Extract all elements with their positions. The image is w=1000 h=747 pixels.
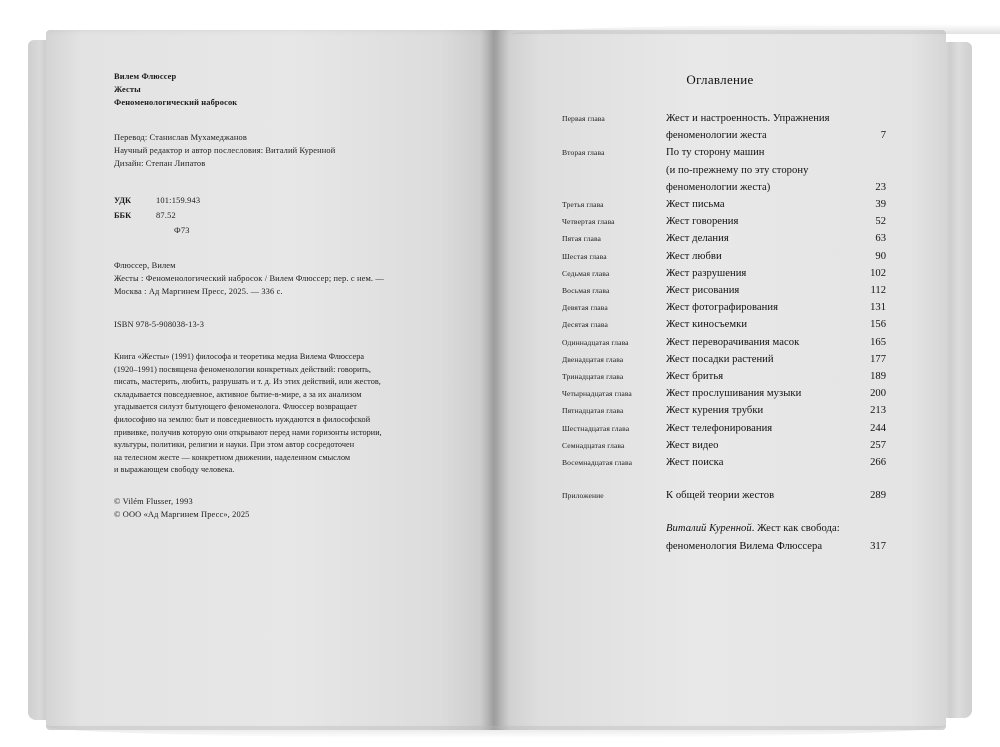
annotation-line-4: складывается повседневное, активное бытие-в-мире, а за их анализом (114, 389, 362, 399)
page-curl-top (512, 24, 1000, 34)
toc-chapter-label: Десятая глава (562, 320, 608, 330)
credit-designer: Дизайн: Степан Липатов (114, 159, 206, 168)
toc-page-number: 90 (875, 250, 886, 262)
table-of-contents (562, 110, 886, 555)
toc-entry (562, 316, 886, 333)
toc-entry (562, 299, 886, 316)
colophon (114, 70, 414, 535)
left-page (46, 30, 494, 730)
book-gutter-shadow (480, 30, 510, 730)
toc-afterword-author: Виталий Куренной (666, 523, 752, 535)
toc-chapter-title (666, 144, 848, 196)
annotation-line-3: писать, мастерить, любить, разрушать и т. д. Из этих действий, или жестов, (114, 377, 381, 387)
toc-chapter-title: Жест поиска (666, 457, 724, 469)
toc-page-number: 257 (870, 439, 886, 451)
annotation-line-1: Книга «Жесты» (1991) философа и теоретика медиа Вилема Флюссера (114, 352, 365, 361)
credit-editor: Научный редактор и автор послесловия: Виталий Куренной (114, 146, 336, 155)
book-author: Вилем Флюссер (114, 72, 177, 81)
toc-entry (562, 334, 886, 351)
toc-appendix-title: К общей теории жестов (666, 490, 775, 502)
toc-entry (562, 110, 886, 144)
toc-chapter-title: Жест телефонирования (666, 422, 773, 434)
toc-page-number: 39 (875, 199, 886, 211)
toc-title-line-1: По ту сторону машин (666, 147, 765, 159)
toc-heading: Оглавление (686, 72, 754, 87)
toc-chapter-label: Двенадцатая глава (562, 354, 624, 364)
page-curl-bottom (46, 726, 946, 738)
toc-chapter-label: Одиннадцатая глава (562, 337, 629, 347)
book-subtitle: Феноменологический набросок (114, 98, 238, 107)
toc-page-number: 189 (870, 371, 886, 383)
copyright (114, 495, 414, 521)
toc-afterword-line-2: феноменология Вилема Флюссера (666, 540, 823, 552)
toc-page-number: 244 (870, 422, 886, 434)
toc-entry (562, 351, 886, 368)
toc-page-number: 112 (870, 285, 886, 297)
toc-page-number: 7 (880, 130, 886, 142)
toc-chapter-label: Пятнадцатая глава (562, 406, 624, 416)
toc-entry (562, 196, 886, 213)
toc-title-line-2: (и по-прежнему по эту сторону (666, 164, 809, 176)
toc-page-number: 165 (870, 336, 886, 348)
toc-entry (562, 454, 886, 471)
toc-chapter-label: Седьмая глава (562, 268, 610, 278)
toc-appendix-label: Приложение (562, 491, 604, 501)
annotation-line-2: (1920–1991) посвящена феноменологии конкретных действий: говорить, (114, 364, 371, 374)
toc-chapter-label: Вторая глава (562, 148, 605, 158)
annotation-line-8: культуры, политики, религии и науки. При этом автор сосредоточен (114, 440, 355, 450)
toc-entry (562, 368, 886, 385)
code-f73: Ф73 (174, 226, 190, 235)
toc-chapter-title: Жест рисования (666, 285, 740, 297)
toc-chapter-title: Жест киносъемки (666, 319, 748, 331)
toc-title-line-1: Жест и настроенность. Упражнения (666, 113, 830, 124)
toc-page-number: 200 (870, 388, 886, 400)
toc-page-number: 317 (870, 540, 886, 552)
toc-title-line-3: феноменологии жеста) (666, 181, 771, 193)
annotation-line-9: на телесном жесте — конкретном движении, наделенном смыслом (114, 452, 351, 462)
annotation-line-6: философию на землю: быт и повседневность нуждаются в философской (114, 414, 371, 424)
toc-chapter-label: Первая глава (562, 114, 605, 123)
credit-translator: Перевод: Станислав Мухамеджанов (114, 133, 247, 142)
toc-chapter-title: Жест делания (666, 233, 729, 245)
book-header (114, 70, 414, 109)
toc-chapter-label: Девятая глава (562, 303, 608, 313)
copyright-publisher: © ООО «Ад Маргинем Пресс», 2025 (114, 509, 250, 519)
toc-chapter-title: Жест фотографирования (666, 302, 779, 314)
toc-chapter-title: Жест бритья (666, 371, 724, 383)
toc-chapter-title: Жест курения трубки (666, 405, 764, 417)
toc-entry (562, 420, 886, 437)
toc-entry (562, 402, 886, 419)
toc-chapter-label: Восемнадцатая глава (562, 458, 633, 468)
annotation-line-7: прививке, получив которую они открывают перед нами горизонты истории, (114, 427, 382, 437)
toc-chapter-title: Жест посадки растений (666, 353, 774, 365)
toc-chapter-label: Шестнадцатая глава (562, 423, 630, 433)
toc-chapter-label: Пятая глава (562, 234, 601, 244)
toc-entry (562, 385, 886, 402)
toc-chapter-label: Третья глава (562, 200, 604, 210)
isbn (114, 318, 414, 331)
toc-chapter-label: Восьмая глава (562, 286, 610, 296)
toc-entry (562, 230, 886, 247)
toc-chapter-title (666, 110, 848, 144)
toc-afterword-title (666, 520, 848, 554)
udk-value: 101:159.943 (156, 196, 201, 205)
toc-page-number: 52 (875, 216, 886, 228)
toc-entry (562, 144, 886, 196)
isbn-value: ISBN 978-5-908038-13-3 (114, 320, 205, 329)
bibliographic-description (114, 259, 414, 298)
toc-entry (562, 437, 886, 454)
toc-chapter-title: Жест говорения (666, 216, 739, 228)
toc-chapter-title: Жест видео (666, 439, 719, 451)
toc-title-line-2: феноменологии жеста (666, 130, 767, 142)
toc-entry (562, 265, 886, 282)
annotation-line-10: и выражающем свободу человека. (114, 465, 235, 475)
toc-entry-afterword (562, 520, 886, 554)
toc-chapter-title: Жест письма (666, 199, 725, 211)
toc-entry (562, 213, 886, 230)
toc-chapter-label: Тринадцатая глава (562, 372, 624, 382)
bbk-label: ББК (114, 211, 132, 220)
toc-entry (562, 248, 886, 265)
toc-page-number: 63 (875, 233, 886, 245)
toc-spacer (562, 504, 886, 520)
toc-page-number: 177 (870, 353, 886, 365)
bib-line-1: Флюссер, Вилем (114, 261, 176, 270)
toc-page-number: 266 (870, 457, 886, 469)
toc-page-number: 131 (870, 302, 886, 314)
toc-chapter-title: Жест разрушения (666, 267, 747, 279)
toc-entry-appendix (562, 487, 886, 504)
toc-page-number: 156 (870, 319, 886, 331)
credits (114, 131, 414, 170)
annotation (114, 351, 414, 477)
library-codes (114, 194, 414, 237)
toc-page-number: 289 (870, 490, 886, 502)
toc-chapter-title: Жест прослушивания музыки (666, 388, 802, 400)
toc-chapter-label: Четвертая глава (562, 217, 615, 227)
toc-chapter-label: Шестая глава (562, 251, 607, 261)
toc-chapter-title: Жест любви (666, 250, 722, 262)
toc-chapter-label: Четырнадцатая глава (562, 389, 632, 399)
toc-afterword-line-1: . Жест как свобода: (751, 523, 840, 535)
toc-chapter-title: Жест переворачивания масок (666, 336, 800, 348)
bib-line-2: Жесты : Феноменологический набросок / Вилем Флюссер; пер. с нем. — (114, 274, 384, 283)
open-book (28, 30, 972, 730)
toc-page-number: 213 (870, 405, 886, 417)
toc-chapter-label: Семнадцатая глава (562, 440, 625, 450)
toc-spacer (562, 471, 886, 487)
annotation-line-5: угадывается силуэт бытующего феноменолога. Флюссер возвращает (114, 402, 357, 412)
bib-line-3: Москва : Ад Маргинем Пресс, 2025. — 336 с. (114, 287, 283, 296)
book-title: Жесты (114, 85, 141, 94)
toc-page-number: 102 (870, 267, 886, 279)
toc-entry (562, 282, 886, 299)
bbk-value: 87.52 (156, 211, 176, 220)
copyright-author: © Vilém Flusser, 1993 (114, 496, 193, 506)
toc-page-number: 23 (875, 181, 886, 193)
udk-label: УДК (114, 196, 132, 205)
